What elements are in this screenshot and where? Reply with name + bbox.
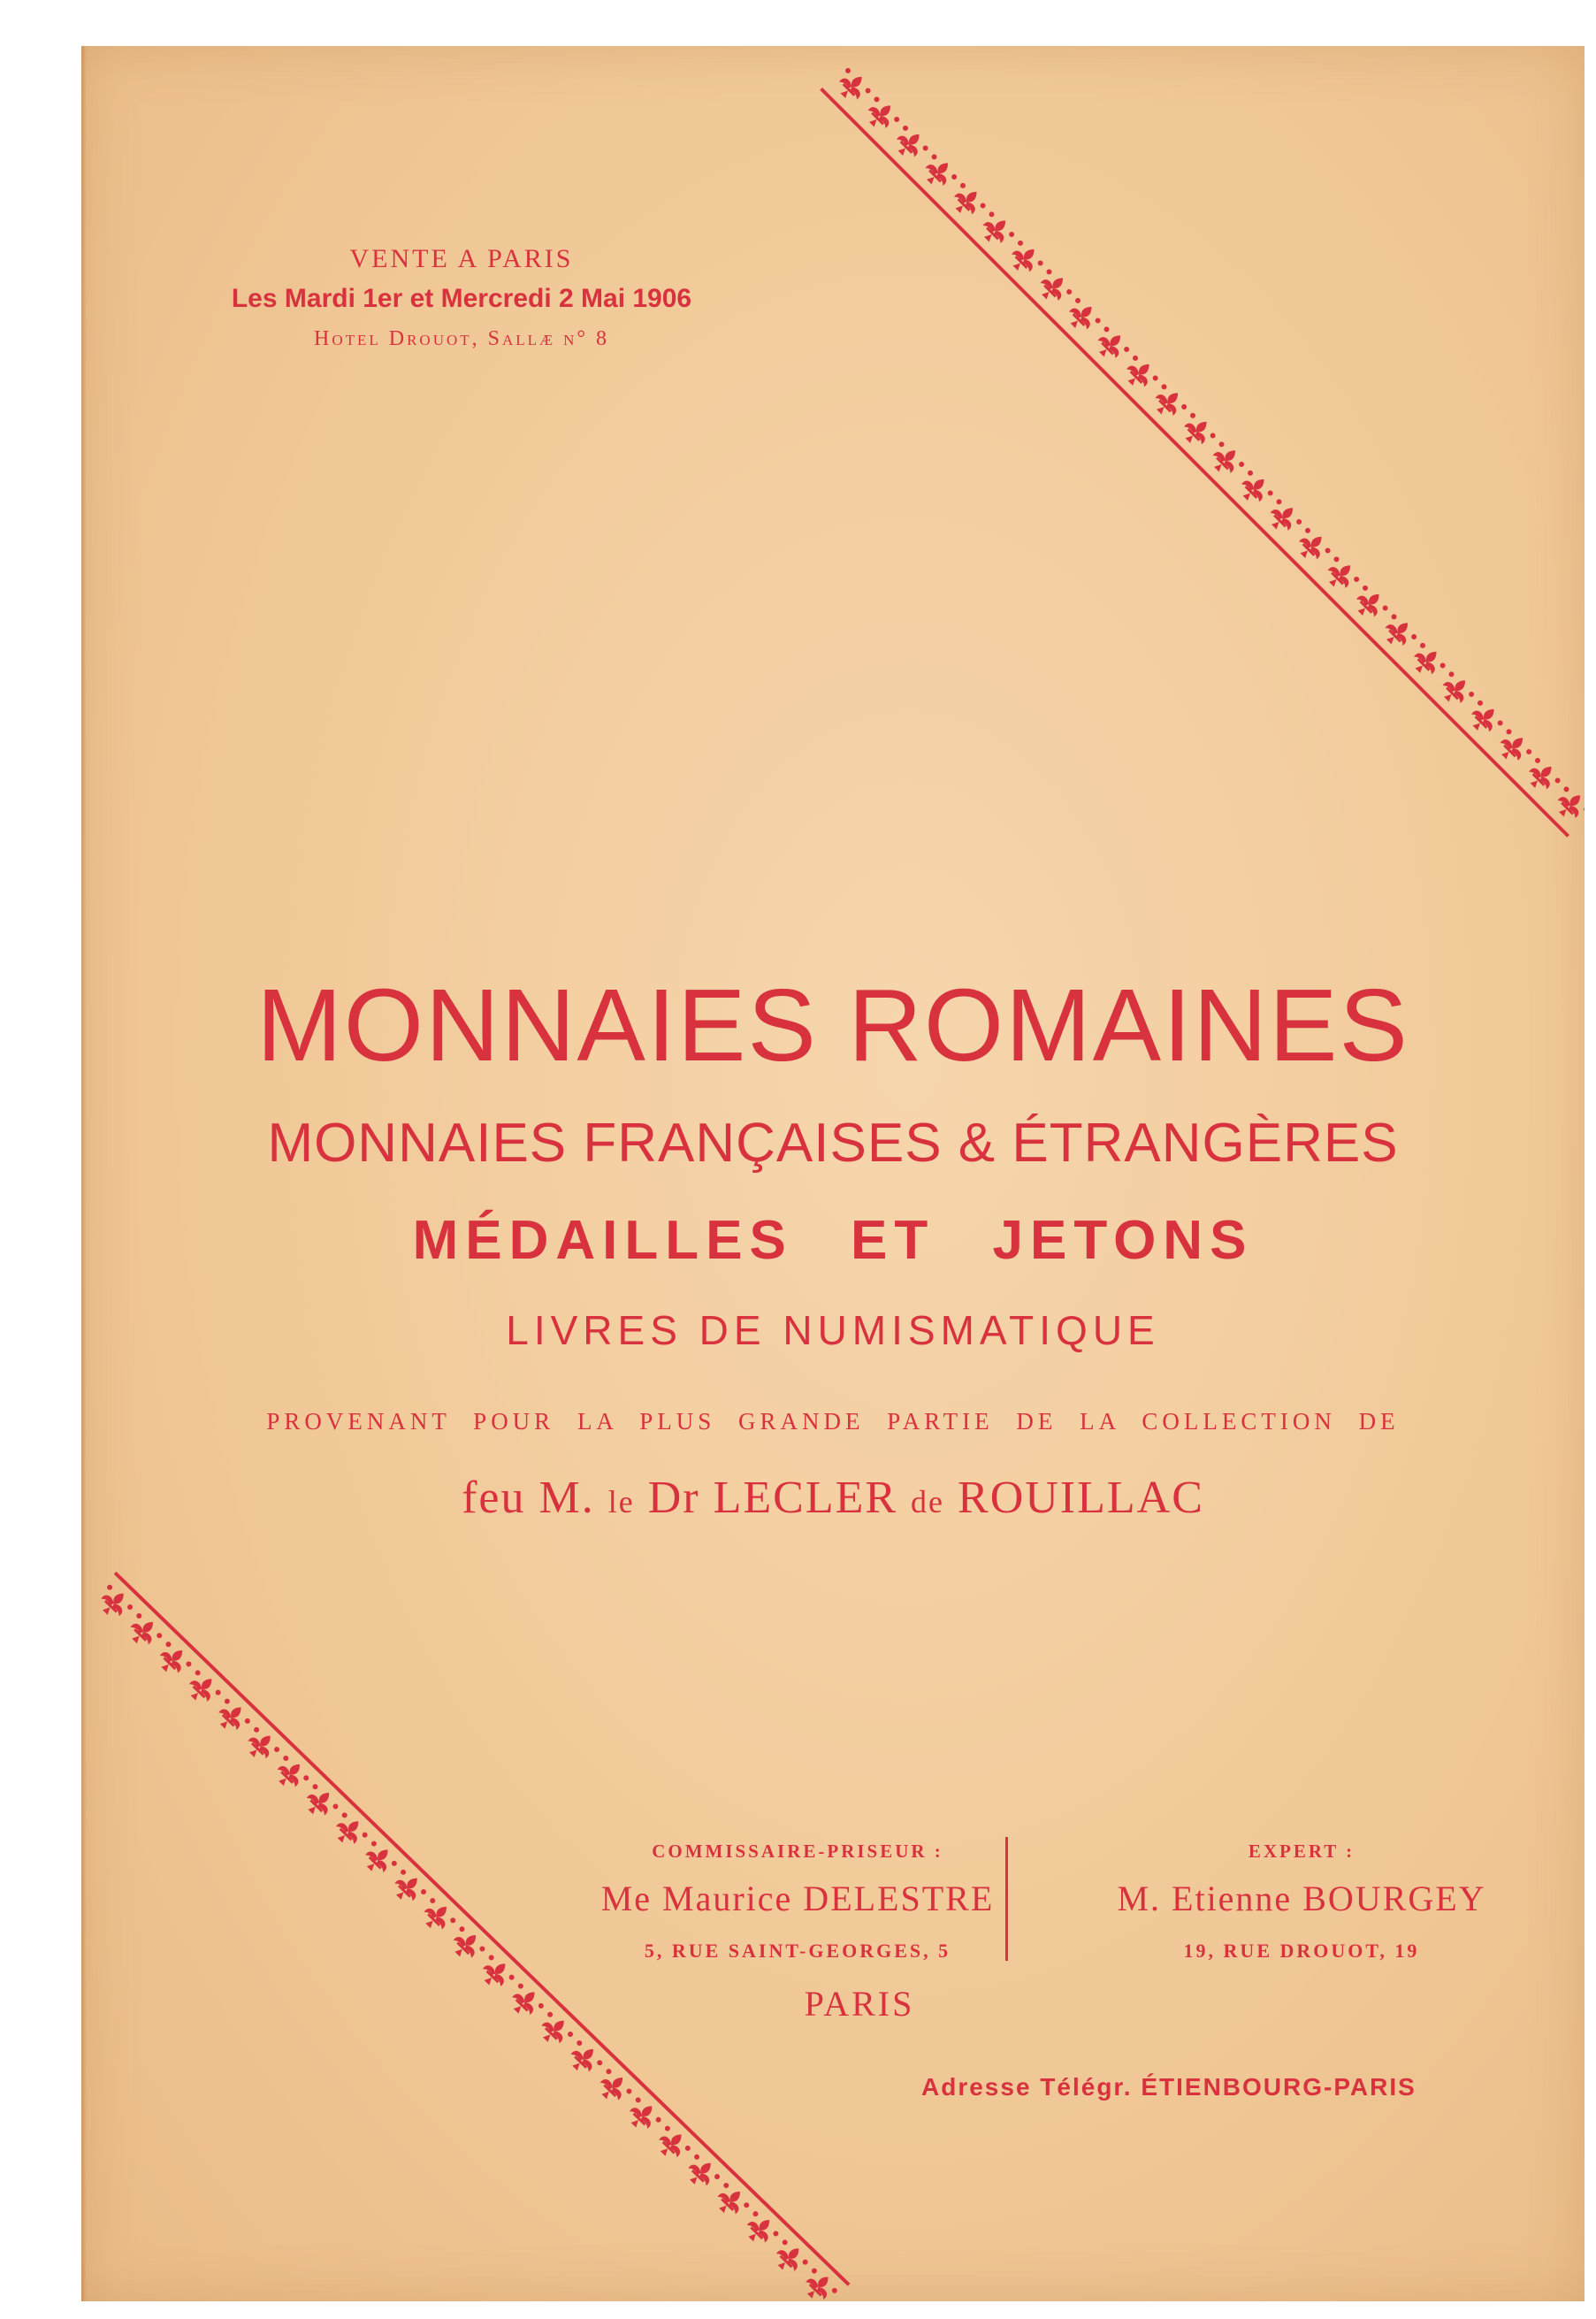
collector-surname: Dr LECLER bbox=[647, 1473, 898, 1523]
expert-block bbox=[1072, 1833, 1531, 1974]
fleur-de-lis-ornament bbox=[1204, 439, 1247, 481]
fleur-de-lis-ornament bbox=[1089, 324, 1132, 366]
fleur-de-lis-ornament bbox=[1291, 525, 1333, 568]
subtitle-books: LIVRES DE NUMISMATIQUE bbox=[506, 1307, 1160, 1353]
subtitle-french-foreign: MONNAIES FRANÇAISES & ÉTRANGÈRES bbox=[267, 1113, 1399, 1174]
fleur-de-lis-ornament bbox=[1262, 496, 1304, 539]
auctioneer-block bbox=[550, 1833, 1045, 1974]
fleur-de-lis-ornament bbox=[889, 123, 931, 165]
fleur-de-lis-ornament bbox=[1521, 755, 1563, 798]
city: PARIS bbox=[804, 1984, 915, 2024]
fleur-de-lis-ornament bbox=[946, 180, 989, 223]
border-rule bbox=[821, 88, 1569, 836]
sale-venue: Hotel Drouot, Sallæ n° 8 bbox=[313, 327, 610, 350]
telegraph-address: Adresse Télégr. ÉTIENBOURG-PARIS bbox=[921, 2073, 1417, 2101]
fleur-de-lis-ornament bbox=[1119, 353, 1161, 395]
fleur-de-lis-ornament bbox=[1147, 381, 1189, 424]
sale-dates: Les Mardi 1er et Mercredi 2 Mai 1906 bbox=[231, 284, 692, 313]
sale-location: VENTE A PARIS bbox=[349, 244, 574, 273]
provenance-line: PROVENANT POUR LA PLUS GRANDE PARTIE DE LA COLLECTION DE bbox=[266, 1408, 1400, 1435]
fleur-de-lis-ornament bbox=[1492, 726, 1534, 769]
fleur-de-lis-ornament bbox=[1348, 583, 1391, 625]
main-title: MONNAIES ROMAINES bbox=[256, 968, 1409, 1083]
auctioneer-name: Me Maurice DELESTRE bbox=[600, 1879, 995, 1918]
fleur-de-lis-ornament bbox=[1032, 266, 1074, 309]
expert-name: M. Etienne BOURGEY bbox=[1117, 1879, 1486, 1918]
collector-prefix: feu M. bbox=[462, 1473, 595, 1523]
expert-address: 19, RUE DROUOT, 19 bbox=[1183, 1940, 1420, 1962]
fleur-de-lis-ornament bbox=[859, 94, 902, 136]
collector-le: le bbox=[607, 1484, 635, 1519]
expert-role: EXPERT : bbox=[1248, 1841, 1355, 1862]
auctioneer-role: COMMISSAIRE-PRISEUR : bbox=[652, 1841, 943, 1862]
subtitle-medals: MÉDAILLES ET JETONS bbox=[412, 1210, 1254, 1271]
sale-info bbox=[214, 239, 709, 359]
fleur-de-lis-ornament bbox=[1176, 410, 1218, 453]
collector-place: ROUILLAC bbox=[958, 1473, 1204, 1523]
fleur-de-lis-ornament bbox=[1377, 611, 1419, 654]
fleur-de-lis-ornament bbox=[1004, 238, 1046, 280]
auctioneer-address: 5, RUE SAINT-GEORGES, 5 bbox=[644, 1940, 951, 1962]
fleur-de-lis-ornament bbox=[831, 65, 874, 108]
fleur-de-lis-ornament bbox=[1319, 554, 1362, 596]
fleur-de-lis-ornament bbox=[1406, 640, 1448, 683]
column-divider bbox=[1005, 1837, 1008, 1961]
fleur-de-lis-ornament bbox=[974, 209, 1017, 251]
fleur-de-lis-ornament bbox=[1233, 468, 1276, 510]
fleur-de-lis-ornament bbox=[1434, 669, 1477, 711]
collector-de: de bbox=[911, 1484, 945, 1519]
fleur-de-lis-ornament bbox=[917, 151, 959, 194]
fleur-de-lis-ornament bbox=[1061, 295, 1103, 338]
catalogue-cover bbox=[81, 46, 1585, 2301]
fleur-de-lis-ornament bbox=[1463, 698, 1506, 740]
collector-name bbox=[81, 1472, 1585, 1524]
fleur-de-lis-ornament bbox=[1549, 784, 1585, 826]
